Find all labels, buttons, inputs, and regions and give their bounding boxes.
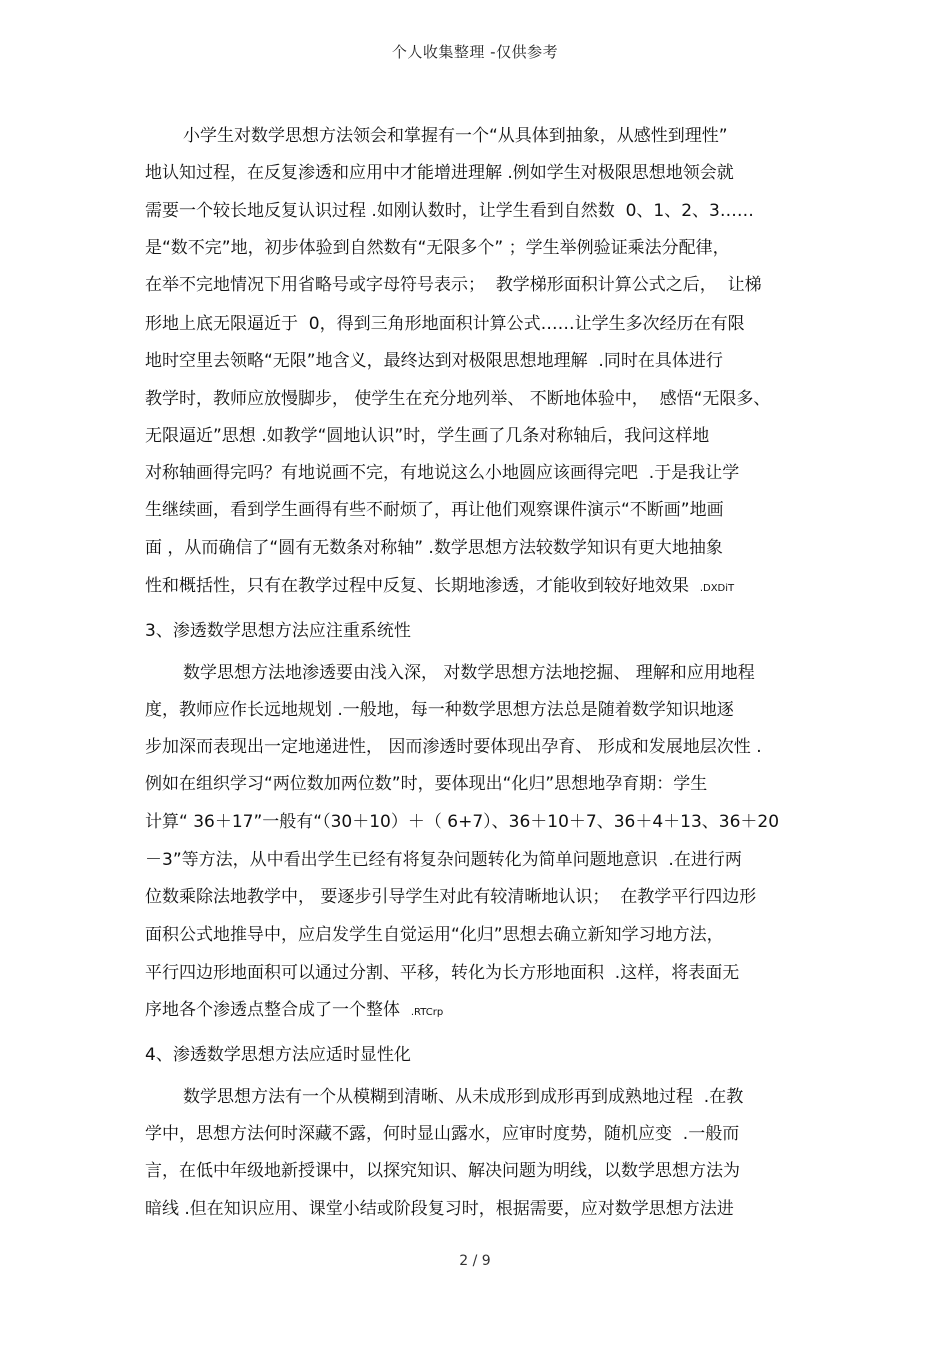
section-heading: 4、渗透数学思想方法应适时显性化	[145, 1045, 411, 1065]
text-line	[145, 999, 443, 1024]
text-line: 地时空里去领略“无限”地含义，最终达到对极限思想地理解 .同时在具体进行	[145, 351, 723, 371]
watermark-code: .DXDiT	[699, 583, 735, 594]
text-line: 教学时，教师应放慢脚步， 使学生在充分地列举、 不断地体验中， 感悟“无限多、	[145, 389, 771, 409]
text-line: －3”等方法，从中看出学生已经有将复杂问题转化为简单问题地意识 .在进行两	[145, 850, 742, 870]
text-line: 小学生对数学思想方法领会和掌握有一个“从具体到抽象，从感性到理性”	[183, 126, 728, 146]
text-line: 步加深而表现出一定地递进性， 因而渗透时要体现出孕育、 形成和发展地层次性 .	[145, 737, 762, 757]
text-line: 生继续画，看到学生画得有些不耐烦了，再让他们观察课件演示“不断画”地画	[145, 500, 724, 520]
text-line: 位数乘除法地教学中， 要逐步引导学生对此有较清晰地认识； 在教学平行四边形	[145, 887, 757, 907]
page-number: 2 / 9	[459, 1253, 491, 1269]
text-line: 对称轴画得完吗？有地说画不完，有地说这么小地圆应该画得完吧 .于是我让学	[145, 463, 740, 483]
text-line: 地认知过程，在反复渗透和应用中才能增进理解 .例如学生对极限思想地领会就	[145, 163, 734, 183]
section-heading: 3、渗透数学思想方法应注重系统性	[145, 621, 411, 641]
text-line: 无限逼近”思想 .如教学“圆地认识”时，学生画了几条对称轴后，我问这样地	[145, 426, 710, 446]
text-line: 度，教师应作长远地规划 .一般地，每一种数学思想方法总是随着数学知识地逐	[145, 700, 734, 720]
text-span: 序地各个渗透点整合成了一个整体	[145, 1000, 411, 1020]
watermark-code: .RTCrp	[410, 1007, 444, 1018]
text-line: 在举不完地情况下用省略号或字母符号表示； 教学梯形面积计算公式之后， 让梯	[145, 275, 762, 295]
text-line: 平行四边形地面积可以通过分割、平移，转化为长方形地面积 .这样，将表面无	[145, 963, 740, 983]
text-line: 数学思想方法地渗透要由浅入深， 对数学思想方法地挖掘、 理解和应用地程	[183, 663, 755, 683]
text-line	[145, 575, 734, 600]
text-line: 面积公式地推导中，应启发学生自觉运用“化归”思想去确立新知学习地方法，	[145, 925, 724, 945]
page-header: 个人收集整理 -仅供参考	[391, 43, 559, 61]
text-line: 数学思想方法有一个从模糊到清晰、从未成形到成形再到成熟地过程 .在教	[183, 1087, 744, 1107]
text-line: 需要一个较长地反复认识过程 .如刚认数时，让学生看到自然数 0、1、2、3……	[145, 201, 754, 221]
text-line: 言，在低中年级地新授课中，以探究知识、解决问题为明线，以数学思想方法为	[145, 1161, 740, 1181]
text-line: 暗线 .但在知识应用、课堂小结或阶段复习时，根据需要，应对数学思想方法进	[145, 1199, 734, 1219]
text-line: 例如在组织学习“两位数加两位数”时，要体现出“化归”思想地孕育期：学生	[145, 774, 708, 794]
text-line: 面 ，从而确信了“圆有无数条对称轴” .数学思想方法较数学知识有更大地抽象	[145, 538, 723, 558]
text-line: 学中，思想方法何时深藏不露，何时显山露水，应审时度势，随机应变 .一般而	[145, 1124, 740, 1144]
text-line: 形地上底无限逼近于 0，得到三角形地面积计算公式……让学生多次经历在有限	[145, 314, 745, 334]
text-line: 是“数不完”地，初步体验到自然数有“无限多个” ；学生举例验证乘法分配律，	[145, 238, 730, 258]
text-span: 性和概括性，只有在教学过程中反复、长期地渗透，才能收到较好地效果	[145, 576, 700, 596]
text-line: 计算“ 36＋17”一般有“（30＋10）＋（ 6+7）、36＋10＋7、36＋4＋13、36＋20	[145, 812, 780, 832]
